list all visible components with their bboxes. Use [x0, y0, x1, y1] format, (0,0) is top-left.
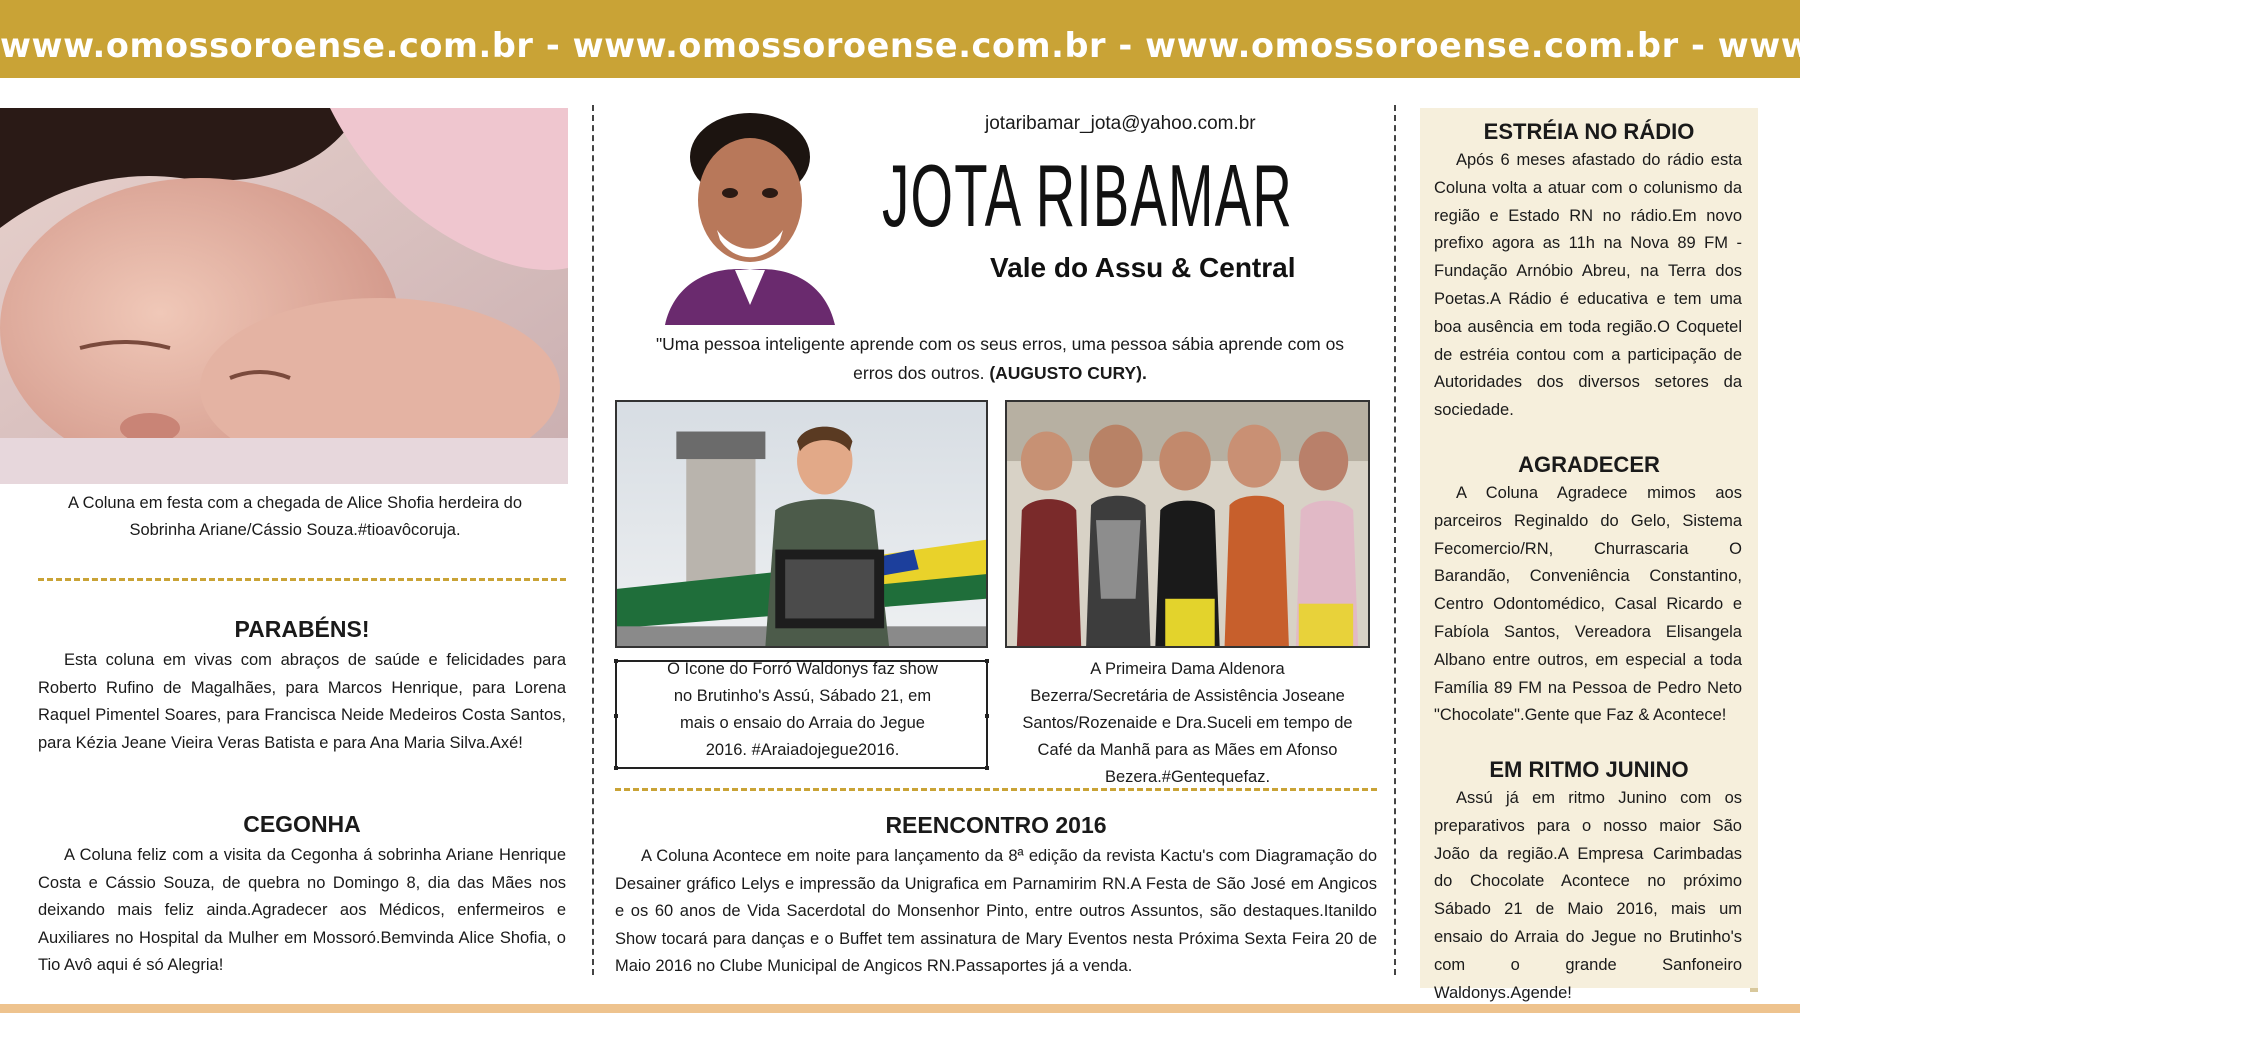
- gold-divider: [615, 788, 1377, 791]
- reencontro-text: A Coluna Acontece em noite para lançamento da 8ª edição da revista Kactu's com Diagramação do Desainer gráfico Lelys e impressão da Unigrafica em Parnamirim RN.A Festa de São José em Angicos e os 60 anos de Vida Sacerdotal do Monsenhor Pinto, entre outros Assuntos, são destaques.Itanildo Show tocará para danças e o Buffet tem assinatura de Mary Eventos nesta Próxima Sexta Feira 20 de Maio 2016 no Clube Municipal de Angicos RN.Passaportes já a venda.: [615, 847, 1377, 976]
- caption-box-handle: [985, 766, 989, 770]
- gold-divider: [38, 578, 566, 581]
- ritmo-junino-text: Assú já em ritmo Junino com os preparativos para o nosso maior São João da região.A Empresa Carimbadas do Chocolate Acontece no próximo Sábado 21 de Maio 2016, mais um ensaio do Arraia do Jegue no Brutinho's com o grande Sanfoneiro Waldonys.Agende!: [1434, 789, 1742, 1002]
- caption-box-handle: [614, 766, 618, 770]
- quote-author: (AUGUSTO CURY).: [989, 363, 1147, 383]
- bottom-band: [0, 1004, 1800, 1013]
- cegonha-title: CEGONHA: [243, 811, 361, 837]
- parabens-title: PARABÉNS!: [234, 616, 370, 642]
- column-divider-right: [1394, 105, 1396, 975]
- quote-text: "Uma pessoa inteligente aprende com os seus erros, uma pessoa sábia aprende com os erros dos outros.: [655, 334, 1345, 383]
- caption-box-handle: [985, 659, 989, 663]
- caption-box-handle: [614, 714, 618, 718]
- top-url-band: [0, 0, 2251, 78]
- group-women-photo: [1005, 400, 1370, 648]
- caption-box-handle: [614, 659, 618, 663]
- author-email[interactable]: jotaribamar_jota@yahoo.com.br: [985, 113, 1256, 134]
- quote-block: [640, 330, 1360, 388]
- column-title: JOTA RIBAMAR: [882, 146, 1294, 245]
- site-url-repeated[interactable]: www.omossoroense.com.br - www.omossoroense.com.br - www.omossoroense.com.br - www.omossoroense.com.br: [0, 26, 2251, 65]
- accordion-player-photo: [615, 400, 988, 648]
- estreia-text: Após 6 meses afastado do rádio esta Coluna volta a atuar com o colunismo da região e Estado RN no rádio.Em novo prefixo agora as 11h na Nova 89 FM - Fundação Arnóbio Abreu, na Terra dos Poetas.A Rádio é educativa e tem uma boa ausência em toda região.O Coquetel de estréia contou com a participação de Autoridades dos diversos setores da sociedade.: [1434, 151, 1742, 420]
- cegonha-text: A Coluna feliz com a visita da Cegonha á sobrinha Ariane Henrique Costa e Cássio Souza, de quebra no Domingo 8, dia das Mães nos deixando mais feliz ainda.Agradecer aos Médicos, enfermeiros e Auxiliares no Hospital da Mulher em Mossoró.Bemvinda Alice Shofia, o Tio Avô aqui é só Alegria!: [38, 846, 566, 975]
- baby-photo: [0, 108, 568, 484]
- group-photo-caption: A Primeira Dama Aldenora Bezerra/Secretária de Assistência Joseane Santos/Rozenaide e Dra.Suceli em tempo de Café da Manhã para as Mães em Afonso Bezera.#Gentequefaz.: [1022, 660, 1353, 786]
- column-subtitle: Vale do Assu & Central: [990, 252, 1296, 283]
- agradecer-title: AGRADECER: [1518, 452, 1660, 477]
- caption-box-handle: [985, 714, 989, 718]
- column-divider-left: [592, 105, 594, 975]
- accordion-photo-caption: O Icone do Forró Waldonys faz show no Brutinho's Assú, Sábado 21, em mais o ensaio do Arraia do Jegue 2016. #Araiadojegue2016.: [667, 660, 938, 759]
- parabens-text: Esta coluna em vivas com abraços de saúde e felicidades para Roberto Rufino de Magalhães, para Marcos Henrique, para Lorena Raquel Pimentel Soares, para Francisca Neide Medeiros Costa Santos, para Kézia Jeane Vieira Veras Batista e para Ana Maria Silva.Axé!: [38, 651, 566, 752]
- estreia-title: ESTRÉIA NO RÁDIO: [1483, 119, 1695, 144]
- ritmo-junino-title: EM RITMO JUNINO: [1489, 757, 1689, 782]
- baby-photo-caption: A Coluna em festa com a chegada de Alice Shofia herdeira do Sobrinha Ariane/Cássio Souza.#tioavôcoruja.: [67, 494, 523, 539]
- reencontro-title: REENCONTRO 2016: [885, 812, 1107, 838]
- agradecer-text: A Coluna Agradece mimos aos parceiros Reginaldo do Gelo, Sistema Fecomercio/RN, Churrascaria O Barandão, Conveniência Constantino, Centro Odontomédico, Casal Ricardo e Fabíola Santos, Vereadora Elisangela Albano entre outros, em especial a toda Família 89 FM na Pessoa de Pedro Neto "Chocolate".Gente que Faz & Acontece!: [1434, 484, 1742, 725]
- author-avatar: [655, 105, 840, 325]
